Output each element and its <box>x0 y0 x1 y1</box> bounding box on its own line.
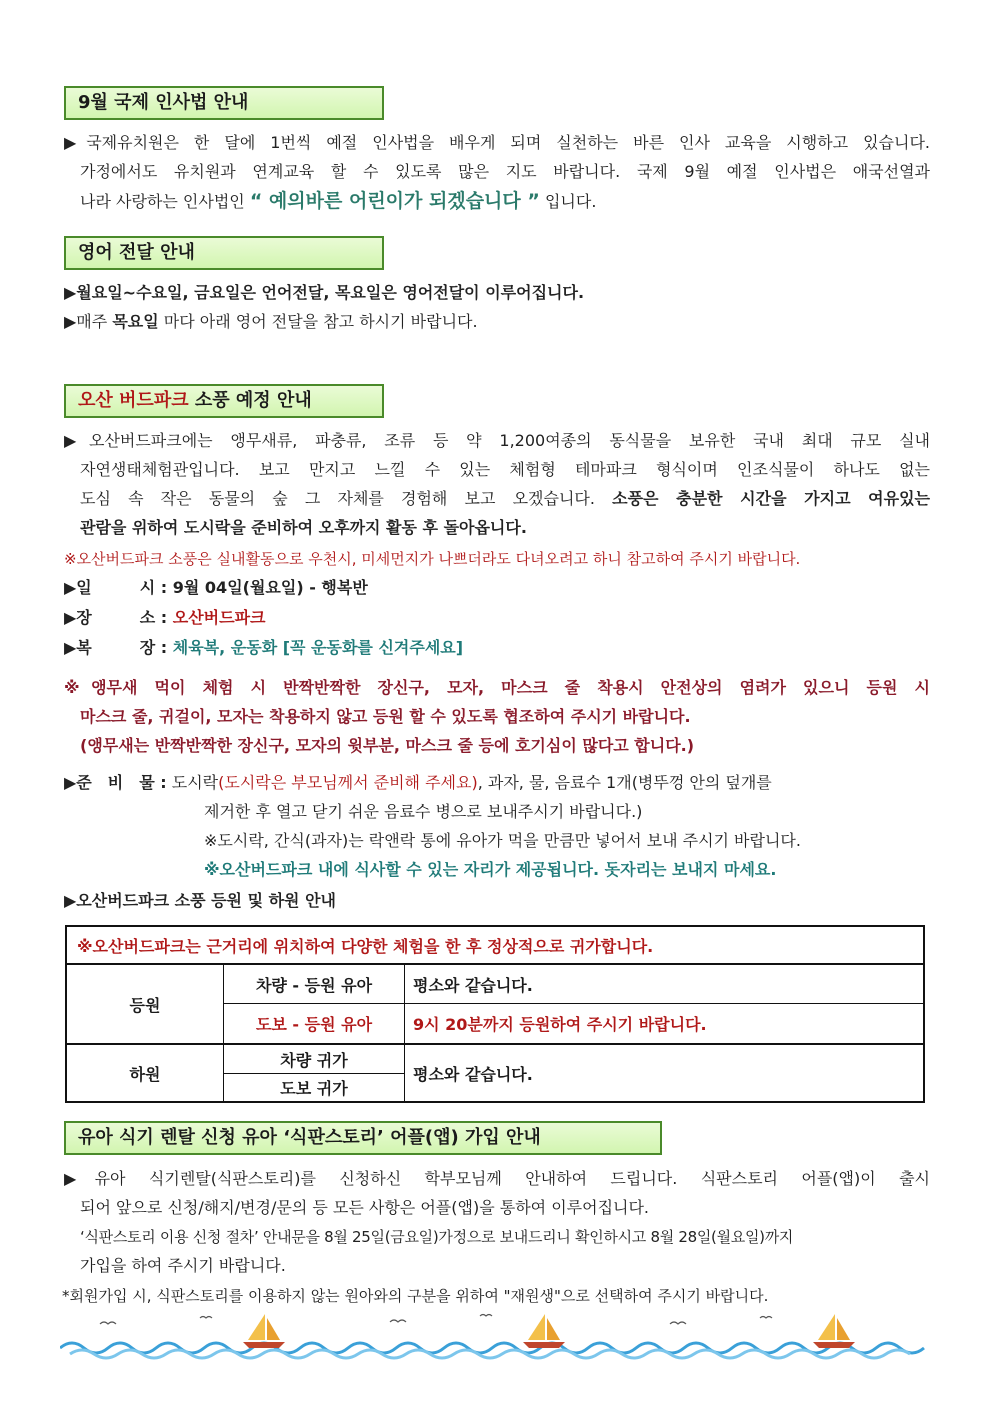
table-arrive-walk-note: 9시 20분까지 등원하여 주시기 바랍니다. <box>413 1015 707 1034</box>
app-line-4: 가입을 하여 주시기 바랍니다. <box>80 1256 286 1275</box>
english-line-2: ▶매주 목요일 마다 아래 영어 전달을 참고 하시기 바랍니다. <box>64 312 478 331</box>
prep-line-2: 제거한 후 열고 닫기 쉬운 음료수 병으로 보내주시기 바랍니다.) <box>204 802 643 821</box>
table-header: ※오산버드파크는 근거리에 위치하여 다양한 체험을 한 후 정상적으로 귀가합니다. <box>77 936 654 956</box>
table-arrive-bus: 차량 - 등원 유아 <box>255 975 373 995</box>
table-leave-label: 하원 <box>129 1064 161 1084</box>
table-leave-note: 평소와 같습니다. <box>413 1064 533 1084</box>
greeting-phrase: “ 예의바른 어린이가 되겠습니다 ” <box>249 190 540 212</box>
picnic-dress: ▶복 장 : 체육복, 운동화 [꼭 운동화를 신겨주세요] <box>64 638 464 657</box>
table-arrive-label: 등원 <box>129 995 161 1015</box>
warning-1: ※앵무새 먹이 체험 시 반짝반짝한 장신구, 모자, 마스크 줄 착용시 안전상의 염려가 있으니 등원 시 <box>64 678 930 697</box>
app-line-3: ‘식판스토리 이용 신청 절차’ 안내문을 8월 25일(금요일)가정으로 보내드리니 확인하시고 8월 28일(월요일)까지 <box>80 1228 794 1246</box>
table-arrive-walk: 도보 - 등원 유아 <box>255 1015 373 1034</box>
picnic-para-3: 도심 속 작은 동물의 숲 그 자체를 경험해 보고 오겠습니다. 소풍은 충분한 시간을 가지고 여유있는 <box>80 489 930 508</box>
app-line-2: 되어 앞으로 신청/해지/변경/문의 등 모든 사항은 어플(앱)을 통하여 이루어집니다. <box>80 1198 650 1217</box>
warning-2: 마스크 줄, 귀걸이, 모자는 착용하지 않고 등원 할 수 있도록 협조하여 주시기 바랍니다. <box>80 707 691 726</box>
section-title-english: 영어 전달 안내 <box>64 236 384 270</box>
table-arrive-bus-note: 평소와 같습니다. <box>413 975 533 995</box>
picnic-place: ▶장 소 : 오산버드파크 <box>64 608 266 627</box>
prep-line-4: ※오산버드파크 내에 식사할 수 있는 자리가 제공됩니다. 돗자리는 보내지 마세요. <box>204 860 777 879</box>
prep-line-1: ▶준 비 물 : 도시락(도시락은 부모님께서 준비해 주세요), 과자, 물, 음료수 1개(병뚜껑 안의 덮개를 <box>64 773 772 792</box>
table-leave-bus: 차량 귀가 <box>280 1050 348 1070</box>
section-title-picnic: 오산 버드파크 소풍 예정 안내 <box>64 384 384 418</box>
picnic-para-1: ▶오산버드파크에는 앵무새류, 파충류, 조류 등 약 1,200여종의 동식물을 보유한 국내 최대 규모 실내 <box>64 431 930 450</box>
picnic-para-4: 관람을 위하여 도시락을 준비하여 오후까지 활동 후 돌아옵니다. <box>80 518 527 537</box>
picnic-note: ※오산버드파크 소풍은 실내활동으로 우천시, 미세먼지가 나쁘더라도 다녀오려고 하니 참고하여 주시기 바랍니다. <box>64 550 801 568</box>
section-title-app: 유아 식기 렌탈 신청 유아 ‘식판스토리’ 어플(앱) 가입 안내 <box>64 1121 662 1155</box>
greeting-line-3: 나라 사랑하는 인사법인 “ 예의바른 어린이가 되겠습니다 ” 입니다. <box>80 190 597 212</box>
prep-line-3: ※도시락, 간식(과자)는 락앤락 통에 유아가 먹을 만큼만 넣어서 보내 주시기 바랍니다. <box>204 831 801 850</box>
attendance-table <box>65 925 925 1103</box>
greeting-line-2: 가정에서도 유치원과 연계교육 할 수 있도록 많은 지도 바랍니다. 국제 9월 예절 인사법은 애국선열과 <box>80 162 930 181</box>
warning-3: (앵무새는 반짝반짝한 장신구, 모자의 윗부분, 마스크 줄 등에 호기심이 많다고 합니다.) <box>80 736 695 755</box>
english-line-1: ▶월요일~수요일, 금요일은 언어전달, 목요일은 영어전달이 이루어집니다. <box>64 283 585 302</box>
app-line-1: ▶유아 식기렌탈(식판스토리)를 신청하신 학부모님께 안내하여 드립니다. 식판스토리 어플(앱)이 출시 <box>64 1169 930 1188</box>
table-leave-walk: 도보 귀가 <box>280 1079 348 1098</box>
sailboat-wave-border-icon <box>60 1310 928 1360</box>
app-line-5: *회원가입 시, 식판스토리를 이용하지 않는 원아와의 구분을 위하여 "재원생"으로 선택하여 주시기 바랍니다. <box>62 1287 769 1305</box>
picnic-date: ▶일 시 : 9월 04일(월요일) - 행복반 <box>64 578 368 597</box>
picnic-para-2: 자연생태체험관입니다. 보고 만지고 느낄 수 있는 체험형 테마파크 형식이며 인조식물이 하나도 없는 <box>80 460 930 479</box>
greeting-line-1: ▶국제유치원은 한 달에 1번씩 예절 인사법을 배우게 되며 실천하는 바른 인사 교육을 시행하고 있습니다. <box>64 133 930 152</box>
section-title-greeting: 9월 국제 인사법 안내 <box>64 86 384 120</box>
picnic-attendance-title: ▶오산버드파크 소풍 등원 및 하원 안내 <box>64 891 336 910</box>
